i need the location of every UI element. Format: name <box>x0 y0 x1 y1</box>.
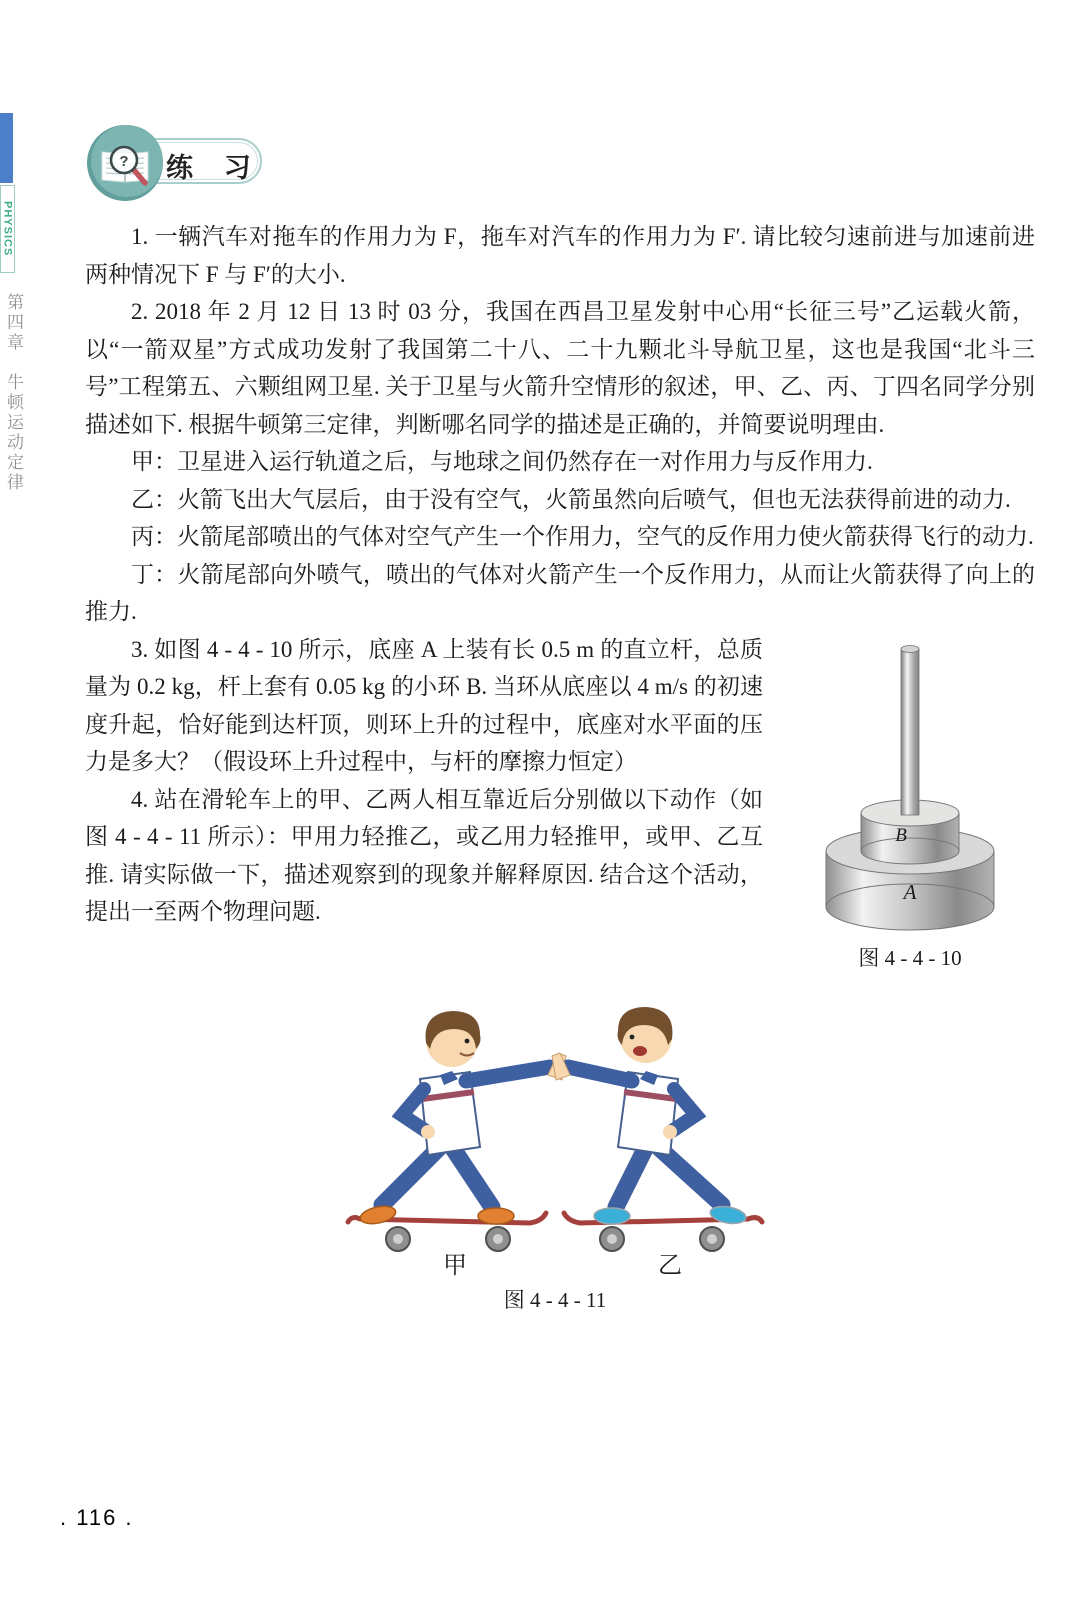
rod-and-base-illustration <box>805 637 1015 937</box>
problem-2: 2. 2018 年 2 月 12 日 13 时 03 分，我国在西昌卫星发射中心用“长征三号”乙运载火箭，以“一箭双星”方式成功发射了我国第二十八、二十九颗北斗导航卫星，这也是我国“北斗三号”工程第五、六颗组网卫星. 关于卫星与火箭升空情形的叙述，甲、乙、丙、丁四名同学分别描述如下. 根据牛顿第三定律，判断哪名同学的描述是正确的，并简要说明理由. <box>85 299 1035 437</box>
statement-bing: 丙：火箭尾部喷出的气体对空气产生一个作用力，空气的反作用力使火箭获得飞行的动力. <box>131 524 1034 549</box>
problem-1: 1. 一辆汽车对拖车的作用力为 F，拖车对汽车的作用力为 F′. 请比较匀速前进与加速前进两种情况下 F 与 F′的大小. <box>85 224 1035 287</box>
figure-4-4-10 <box>785 637 1035 973</box>
sidebar-chapter-label <box>4 293 23 493</box>
problem-3: 3. 如图 4 - 4 - 10 所示，底座 A 上装有长 0.5 m 的直立杆，总质量为 0.2 kg，杆上套有 0.05 kg 的小环 B. 当环从底座以 4 m/s 的初速度升起，恰好能到达杆顶，则环上升的过程中，底座对水平面的压力是多大？（假设环上升过程中，与杆的摩擦力恒定） <box>85 636 763 774</box>
label-a: A <box>903 879 917 904</box>
statement-yi: 乙：火箭飞出大气层后，由于没有空气，火箭虽然向后喷气，但也无法获得前进的动力. <box>131 486 1011 512</box>
fig410-caption: 图 4 - 4 - 10 <box>858 945 962 970</box>
svg-text:?: ? <box>119 153 129 170</box>
exercise-body <box>85 218 1035 1315</box>
figure-4-4-11 <box>335 979 775 1315</box>
chapter-number: 第四章 <box>4 293 23 353</box>
sidebar-accent-bar <box>0 113 13 183</box>
label-b: B <box>895 824 907 846</box>
physics-text: PHYSICS <box>1 201 14 257</box>
label-yi: 乙 <box>658 1252 682 1279</box>
fig411-caption: 图 4 - 4 - 11 <box>503 1287 607 1312</box>
page-number: . 116 . <box>60 1505 134 1530</box>
label-jia: 甲 <box>443 1252 467 1279</box>
skateboard-boys-illustration <box>340 979 770 1279</box>
book-magnifier-icon <box>86 124 164 202</box>
chapter-title: 牛顿运动定律 <box>4 373 23 493</box>
boy-left <box>359 1011 566 1227</box>
boy-right <box>552 1007 747 1226</box>
exercise-title: 练 习 <box>166 153 263 183</box>
statement-jia: 甲：卫星进入运行轨道之后，与地球之间仍然存在一对作用力与反作用力. <box>131 449 873 474</box>
sidebar-physics-label <box>0 185 15 273</box>
problem-4: 4. 站在滑轮车上的甲、乙两人相互靠近后分别做以下动作（如图 4 - 4 - 11 所示）：甲用力轻推乙，或乙用力轻推甲，或甲、乙互推. 请实际做一下，描述观察到的现象并解释原因. 结合这个活动，提出一至两个物理问题. <box>85 786 763 924</box>
vertical-rod <box>901 645 919 815</box>
chapter-gap <box>13 353 14 373</box>
statement-ding: 丁：火箭尾部向外喷气，喷出的气体对火箭产生一个反作用力，从而让火箭获得了向上的推力. <box>85 561 1035 624</box>
